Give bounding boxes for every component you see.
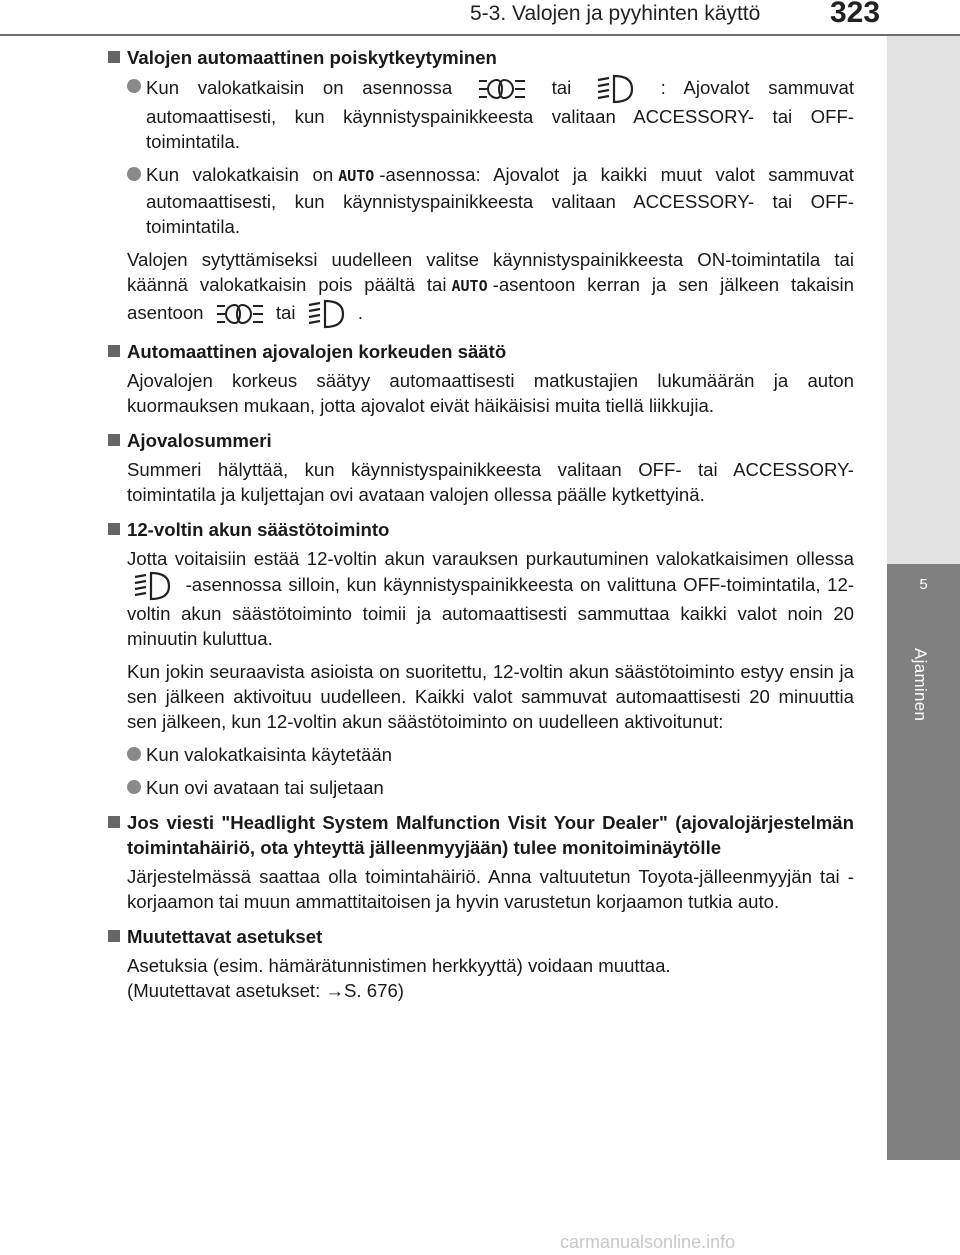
bullet-text: Kun valokatkaisin on asennossa xyxy=(146,76,453,98)
heading: Ajovalosummeri xyxy=(108,428,854,453)
bullet-text: -asennossa: Ajovalot ja kaikki muut valot sammuvat automaattisesti, kun käynnistyspainikkeesta valitaan ACCESSORY- tai OFF-toimintatila. xyxy=(146,164,854,237)
auto-position-label: AUTO xyxy=(451,277,488,295)
paragraph: Järjestelmässä saattaa olla toimintahäiriö. Anna valtuutetun Toyota-jälleenmyyjän tai -korjaamon tai muun ammattitaitoisen ja hyvin varustetun korjaamon tutkia auto. xyxy=(127,866,854,912)
bullet-text: : Ajovalot sammuvat automaattisesti, kun käynnistyspainikkeesta valitaan ACCESSORY- tai OFF-toimintatila. xyxy=(146,76,855,152)
section-buzzer xyxy=(108,428,854,507)
page-content xyxy=(108,45,854,1013)
headlights-icon xyxy=(307,299,347,329)
chapter-tab-light xyxy=(887,36,960,564)
section-auto-off xyxy=(108,45,854,329)
watermark: carmanualsonline.info xyxy=(560,1232,736,1252)
section-leveling xyxy=(108,339,854,418)
paragraph: Valojen sytyttämiseksi uudelleen valitse käynnistyspainikkeesta ON-toimintatila tai käännä valokatkaisin pois päältä tai AUTO -asentoon kerran ja sen jälkeen takaisin asentoon tai . xyxy=(127,247,854,329)
bullet-text: tai xyxy=(551,76,572,98)
bullet-item xyxy=(127,74,854,154)
tail-lights-icon xyxy=(477,76,527,102)
headlights-icon xyxy=(133,571,173,601)
heading: 12-voltin akun säästötoiminto xyxy=(108,517,854,542)
section-battery-saver xyxy=(108,517,854,800)
bullet-item xyxy=(127,162,854,239)
cross-reference-link[interactable]: (Muutettavat asetukset: →S. 676) xyxy=(127,980,404,1001)
chapter-label: Ajaminen xyxy=(911,648,930,722)
paragraph: Ajovalojen korkeus säätyy automaattisesti matkustajien lukumäärän ja auton kuormauksen mukaan, jotta ajovalot eivät häikäisisi muita tiellä liikkujia. xyxy=(127,370,854,416)
chapter-number: 5 xyxy=(919,576,928,593)
heading: Muutettavat asetukset xyxy=(108,924,854,949)
bullet-text: Kun valokatkaisin on xyxy=(146,164,334,185)
section-title: 5-3. Valojen ja pyyhinten käyttö xyxy=(470,2,761,25)
header-rule xyxy=(0,34,960,36)
section-settings xyxy=(108,924,854,1003)
section-malfunction xyxy=(108,810,854,914)
heading: Jos viesti "Headlight System Malfunction Visit Your Dealer" (ajovalojärjestelmän toimintahäiriö, ota yhteyttä jälleenmyyjään) tulee monitoiminäytölle xyxy=(108,810,854,860)
heading: Automaattinen ajovalojen korkeuden säätö xyxy=(108,339,854,364)
tail-lights-icon xyxy=(215,301,265,327)
paragraph: Summeri hälyttää, kun käynnistyspainikkeesta valitaan OFF- tai ACCESSORY-toimintatila ja kuljettajan ovi avataan valojen ollessa päälle kytkettyinä. xyxy=(127,459,854,505)
auto-position-label: AUTO xyxy=(338,167,375,185)
heading: Valojen automaattinen poiskytkeytyminen xyxy=(108,45,854,70)
headlights-icon xyxy=(596,74,636,104)
bullet-item: Kun valokatkaisinta käytetään xyxy=(127,742,854,767)
paragraph: Kun jokin seuraavista asioista on suoritettu, 12-voltin akun säästötoiminto estyy ensin ja sen jälkeen aktivoituu uudelleen. Kaikki valot sammuvat automaattisesti 20 minuuttia sen jälkeen, kun 12-voltin akun säästötoiminto on uudelleen aktivoitunut: xyxy=(127,661,854,732)
paragraph: Asetuksia (esim. hämärätunnistimen herkkyyttä) voidaan muuttaa. (Muutettavat asetukset: →S. 676) xyxy=(127,953,854,1003)
page-header xyxy=(0,0,960,40)
bullet-item: Kun ovi avataan tai suljetaan xyxy=(127,775,854,800)
page-number: 323 xyxy=(830,0,881,29)
paragraph: Jotta voitaisiin estää 12-voltin akun varauksen purkautuminen valokatkaisimen ollessa -asennossa silloin, kun käynnistyspainikkeesta on valittuna OFF-toimintatila, 12-voltin akun säästötoiminto toimii ja automaattisesti sammuttaa kaikki valot noin 20 minuutin kuluttua. xyxy=(127,548,854,649)
